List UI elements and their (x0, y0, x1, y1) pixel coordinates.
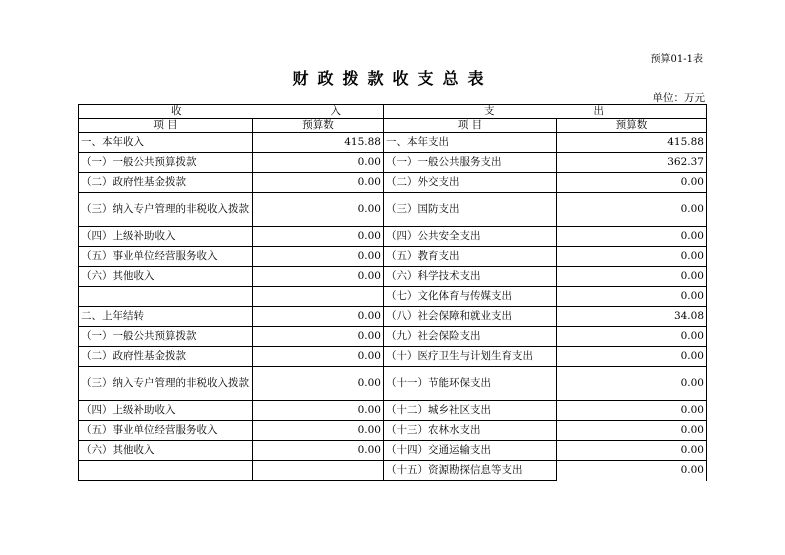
table-row (79, 227, 707, 247)
expense-amount: 34.08 (557, 307, 707, 327)
expense-amount: 0.00 (557, 401, 707, 421)
income-item: 一、本年收入 (79, 133, 253, 153)
income-amount: 0.00 (253, 193, 384, 227)
table-row (79, 307, 707, 327)
table-row (79, 367, 707, 401)
expense-amount: 362.37 (557, 153, 707, 173)
expense-amount: 0.00 (557, 193, 707, 227)
expense-amount: 0.00 (557, 347, 707, 367)
expense-item: （四）公共安全支出 (384, 227, 557, 247)
expense-amount: 0.00 (557, 367, 707, 401)
income-item: （六）其他收入 (79, 267, 253, 287)
expense-item: （八）社会保障和就业支出 (384, 307, 557, 327)
expense-item: （十四）交通运输支出 (384, 441, 557, 461)
income-header-char-2: 入 (330, 105, 341, 117)
table-row (79, 133, 707, 153)
expense-amount: 0.00 (557, 247, 707, 267)
table-row (79, 461, 707, 481)
income-header-char-1: 收 (171, 105, 182, 117)
expense-item: （九）社会保险支出 (384, 327, 557, 347)
income-item: （四）上级补助收入 (79, 401, 253, 421)
income-amount: 0.00 (253, 153, 384, 173)
income-item: （一）一般公共预算拨款 (79, 153, 253, 173)
income-item: （三）纳入专户管理的非税收入拨款 (79, 367, 253, 401)
expense-item: （十三）农林水支出 (384, 421, 557, 441)
income-item: （三）纳入专户管理的非税收入拨款 (79, 193, 253, 227)
income-amount: 0.00 (253, 401, 384, 421)
expense-header-char-2: 出 (593, 105, 604, 117)
income-amount: 0.00 (253, 247, 384, 267)
expense-amount: 0.00 (557, 287, 707, 307)
col-header-item-left: 项 目 (79, 119, 253, 133)
income-item: （六）其他收入 (79, 441, 253, 461)
expense-item: （六）科学技术支出 (384, 267, 557, 287)
expense-amount: 0.00 (557, 173, 707, 193)
expense-header-char-1: 支 (484, 105, 495, 117)
table-row (79, 421, 707, 441)
expense-item: （二）外交支出 (384, 173, 557, 193)
form-number: 预算01-1表 (650, 54, 703, 65)
income-item: （五）事业单位经营服务收入 (79, 247, 253, 267)
expense-item: （十五）资源勘探信息等支出 (384, 461, 557, 481)
expense-amount: 0.00 (557, 421, 707, 441)
table-section-header-row (79, 105, 707, 119)
expense-amount: 0.00 (557, 461, 707, 481)
unit-label: 单位：万元 (652, 92, 705, 104)
income-amount (253, 461, 384, 481)
expense-item: （七）文化体育与传媒支出 (384, 287, 557, 307)
table-row (79, 287, 707, 307)
income-amount: 0.00 (253, 347, 384, 367)
income-item: （二）政府性基金拨款 (79, 173, 253, 193)
expense-item: （三）国防支出 (384, 193, 557, 227)
income-amount: 0.00 (253, 421, 384, 441)
expense-amount: 415.88 (557, 133, 707, 153)
table-row (79, 267, 707, 287)
expense-amount: 0.00 (557, 267, 707, 287)
table-row (79, 193, 707, 227)
income-amount: 0.00 (253, 267, 384, 287)
table-row (79, 173, 707, 193)
income-item: 二、上年结转 (79, 307, 253, 327)
budget-table (78, 104, 707, 481)
income-amount: 0.00 (253, 327, 384, 347)
table-row (79, 327, 707, 347)
income-header-cell (79, 105, 384, 119)
income-amount: 0.00 (253, 227, 384, 247)
income-item: （二）政府性基金拨款 (79, 347, 253, 367)
col-header-budget-right: 预算数 (557, 119, 707, 133)
income-item: （五）事业单位经营服务收入 (79, 421, 253, 441)
table-column-header-row (79, 119, 707, 133)
expense-amount: 0.00 (557, 441, 707, 461)
income-amount (253, 287, 384, 307)
income-amount: 0.00 (253, 367, 384, 401)
income-item (79, 287, 253, 307)
income-amount: 415.88 (253, 133, 384, 153)
income-amount: 0.00 (253, 307, 384, 327)
income-item (79, 461, 253, 481)
expense-item: （十二）城乡社区支出 (384, 401, 557, 421)
table-row (79, 401, 707, 421)
income-item: （一）一般公共预算拨款 (79, 327, 253, 347)
col-header-budget-left: 预算数 (253, 119, 384, 133)
income-item: （四）上级补助收入 (79, 227, 253, 247)
expense-item: （一）一般公共服务支出 (384, 153, 557, 173)
income-amount: 0.00 (253, 173, 384, 193)
expense-item: （十）医疗卫生与计划生育支出 (384, 347, 557, 367)
page-title: 财政拨款收支总表 (292, 69, 493, 88)
expense-item: （五）教育支出 (384, 247, 557, 267)
expense-item: 一、本年支出 (384, 133, 557, 153)
table-row (79, 441, 707, 461)
expense-amount: 0.00 (557, 327, 707, 347)
table-row (79, 347, 707, 367)
expense-header-cell (384, 105, 707, 119)
table-row (79, 247, 707, 267)
expense-amount: 0.00 (557, 227, 707, 247)
income-amount: 0.00 (253, 441, 384, 461)
table-row (79, 153, 707, 173)
col-header-item-right: 项 目 (384, 119, 557, 133)
expense-item: （十一）节能环保支出 (384, 367, 557, 401)
